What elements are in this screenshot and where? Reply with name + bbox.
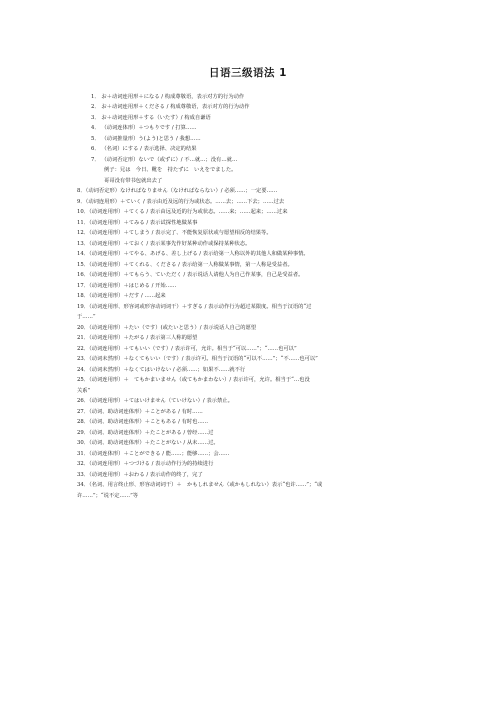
grammar-item: 16．（动词连用形）＋てもらう、ていただく / 表示说话人请他人为自己作某事，自己是受益者。 bbox=[77, 272, 304, 278]
grammar-item: 26．（动词连用形）＋てはいけません（ていけない）/ 表示禁止。 bbox=[77, 398, 233, 404]
grammar-item: 23．（动词未然形）＋なくてもいい（です）/ 表示许可。相当于汉语的“可以不……”；“不……也可以” bbox=[77, 356, 318, 362]
grammar-item: 7． （动词否定形）ないで（或ずに）/ 不…就…；没有…就… bbox=[91, 156, 238, 163]
grammar-item-continued: 于……” bbox=[77, 314, 96, 320]
example-sentence: 例子：兄は 今日、靴を 持たずに いえをでました。 bbox=[104, 167, 237, 173]
grammar-item: 6． （名词）にする / 表示选择、决定的结果 bbox=[91, 146, 197, 152]
grammar-item: 19．（动词连用形、形容词或形容动词词干）＋すぎる / 表示动作行为超过某限度。相当于汉语的“过 bbox=[77, 303, 312, 310]
grammar-item-continued: 许……”；“说不定……”等 bbox=[77, 492, 139, 499]
grammar-item: 34．（名词、用言终止形、形容动词词干）＋ かもしれません（或かもしれない）表示“也许……”；“或 bbox=[77, 482, 323, 488]
grammar-item: 27．（动词、助动词连体形）＋ことがある / 有时…… bbox=[77, 408, 203, 415]
grammar-item: 15．（动词连用形）＋てくれる、くださる / 表示给第一人称做某事情，第一人称是受益者。 bbox=[77, 261, 293, 268]
grammar-item: 31．（动词连体形）＋ことができる / 能……；能够……；会…… bbox=[77, 450, 230, 457]
grammar-item-continued: 关系” bbox=[77, 387, 91, 394]
grammar-item: 20．（动词连用形）＋たい（です）(或たいと思う）/ 表示说话人自己的愿望 bbox=[77, 324, 257, 331]
grammar-item: 14．（动词连用形）＋てやる、あげる、差し上げる / 表示给第一人称以外的其他人和做某种事情。 bbox=[77, 251, 309, 257]
grammar-item: 22．（动词连用形）＋てもいい（です）/ 表示许可，允许。相当于“可以……”；“……也可以” bbox=[77, 345, 297, 352]
grammar-item: 28．（动词、助动词连体形）＋こともある / 有时也…… bbox=[77, 419, 209, 425]
grammar-item: 8．（动词否定形）なければなりません（なければならない）/ 必须……；一定要…… bbox=[77, 188, 278, 194]
grammar-item: 3． お＋动词连用形＋する（いたす）/ 构成自谦语 bbox=[91, 114, 211, 121]
grammar-item: 5． （动词推量形）う(よう)と思う / 我想…… bbox=[91, 135, 201, 142]
grammar-item: 11．（动词连用形）＋てみる / 表示试探性地做某事 bbox=[77, 219, 198, 226]
grammar-item: 1． お＋动词连用形＋になる / 构成尊敬语，表示对方的行为动作 bbox=[91, 93, 245, 100]
example-translation: 哥哥没有带书包就出去了 bbox=[104, 177, 163, 184]
grammar-item: 24．（动词未然形）＋なくてはいけない / 必须……；如果不……就不行 bbox=[77, 366, 246, 373]
grammar-item: 17．（动词连用形）＋はじめる / 开始…… bbox=[77, 282, 177, 289]
grammar-item: 9．（动词连用形）＋ていく / 表示由近及远的行为或状态。……去；……下去；……过去 bbox=[77, 198, 285, 205]
grammar-item: 29．（动词、助动词连体形）＋たことがある / 曾经……过 bbox=[77, 429, 214, 436]
grammar-item: 2． お＋动词连用形＋くださる / 构成尊敬语，表示对方的行为动作 bbox=[91, 104, 250, 110]
grammar-item: 4． （动词连体形）＋つもりです / 打算…… bbox=[91, 125, 197, 131]
grammar-item: 18．（动词连用形）＋だす / ……起来 bbox=[77, 293, 166, 299]
grammar-item: 21．（动词连用形）＋たがる / 表示第三人称的愿望 bbox=[77, 335, 198, 341]
grammar-item: 30．（动词、助动词连体形）＋たことがない / 从未……过。 bbox=[77, 440, 219, 446]
grammar-item: 10．（动词连用形）＋てくる / 表示由远及近的行为或状态。……来；……起来；……过来 bbox=[77, 209, 288, 215]
grammar-item: 25．（动词连用形）＋ てもかまいません（或てもかまわない）/ 表示许可，允许。相当于“…也没 bbox=[77, 377, 310, 383]
grammar-item: 13．（动词连用形）＋ておく / 表示某事先作好某种动作或保持某种状态。 bbox=[77, 240, 251, 247]
grammar-item: 32．（动词连用形）＋つづける / 表示动作行为的持续进行 bbox=[77, 461, 214, 467]
grammar-item: 33．（动词连用形）＋おわる / 表示动作的终了，完了 bbox=[77, 471, 203, 478]
grammar-item: 12．（动词连用形）＋てしまう / 表示完了、不能恢复原状或与愿望相反的结果等。 bbox=[77, 230, 272, 236]
document-title: 日语三级语法 1 bbox=[209, 67, 287, 79]
